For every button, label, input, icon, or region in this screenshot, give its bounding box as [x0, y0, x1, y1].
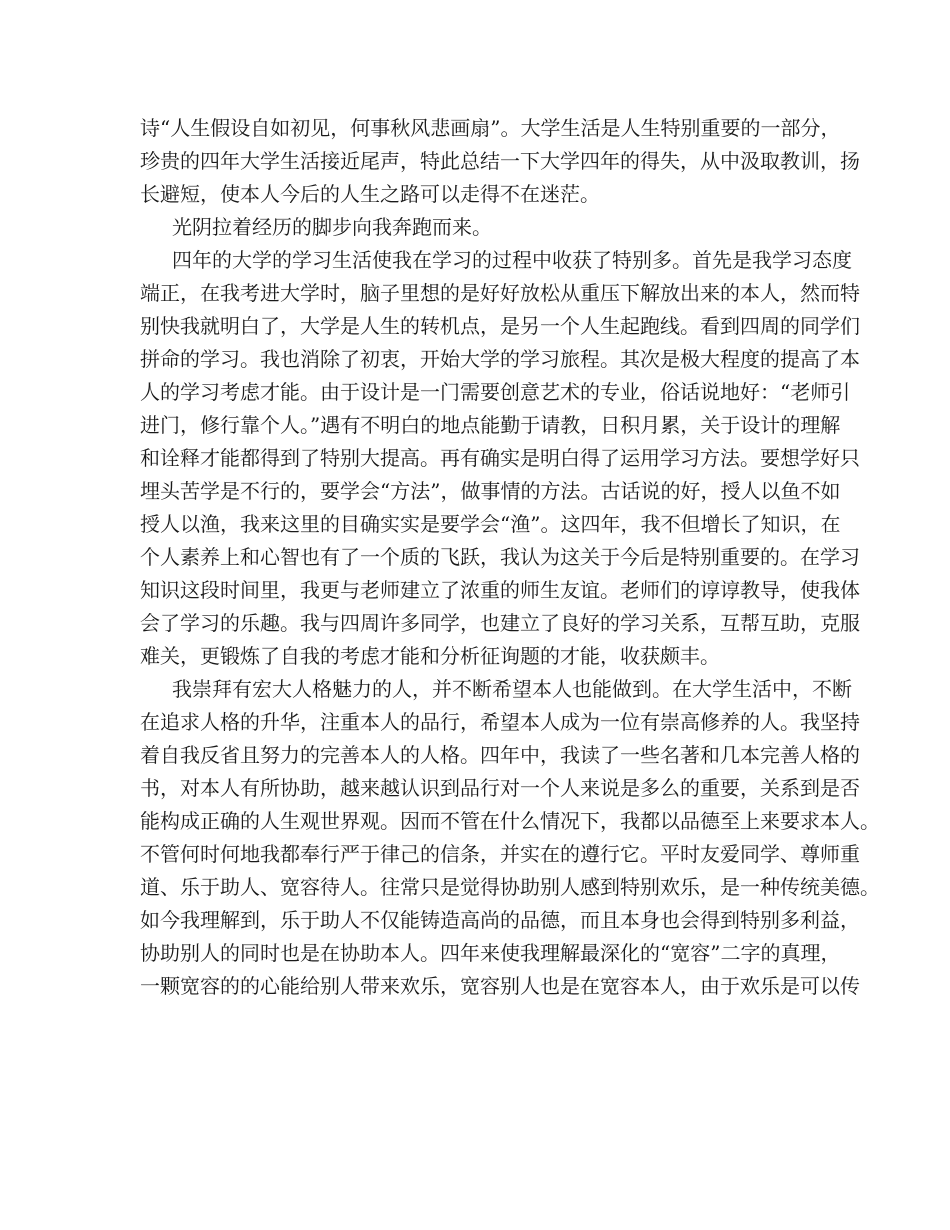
text-line: 别快我就明白了，大学是人生的转机点，是另一个人生起跑线。看到四周的同学们 [140, 314, 860, 338]
text-line: 在追求人格的升华，注重本人的品行，希望本人成为一位有崇高修养的人。我坚持 [140, 710, 860, 734]
text-line: 协助别人的同时也是在协助本人。四年来使我理解最深化的“宽容”二字的真理， [140, 941, 841, 965]
text-line: 着自我反省且努力的完善本人的人格。四年中，我读了一些名著和几本完善人格的 [140, 743, 860, 767]
text-line: 诗“人生假设自如初见，何事秋风悲画扇”。大学生活是人生特别重要的一部分， [140, 116, 841, 140]
text-line: 难关，更锻炼了自我的考虑才能和分析征询题的才能，收获颇丰。 [140, 644, 720, 668]
text-line: 如今我理解到，乐于助人不仅能铸造高尚的品德，而且本身也会得到特别多利益， [140, 908, 860, 932]
text-line: 个人素养上和心智也有了一个质的飞跃，我认为这关于今后是特别重要的。在学习 [140, 545, 860, 569]
text-line: 端正，在我考进大学时，脑子里想的是好好放松从重压下解放出来的本人，然而特 [140, 281, 860, 305]
text-line: 埋头苦学是不行的，要学会“方法”，做事情的方法。古话说的好，授人以鱼不如 [140, 479, 841, 503]
paragraph-start-line: 四年的大学的学习生活使我在学习的过程中收获了特别多。首先是我学习态度 [172, 248, 852, 272]
text-line: 书，对本人有所协助，越来越认识到品行对一个人来说是多么的重要，关系到是否 [140, 776, 860, 800]
text-line: 珍贵的四年大学生活接近尾声，特此总结一下大学四年的得失，从中汲取教训，扬 [140, 149, 860, 173]
text-line: 和诠释才能都得到了特别大提高。再有确实是明白得了运用学习方法。要想学好只 [140, 446, 860, 470]
paragraph-start-line: 光阴拉着经历的脚步向我奔跑而来。 [172, 215, 492, 239]
text-line: 长避短，使本人今后的人生之路可以走得不在迷茫。 [140, 182, 600, 206]
text-line: 一颗宽容的的心能给别人带来欢乐，宽容别人也是在宽容本人，由于欢乐是可以传 [140, 974, 860, 998]
text-line: 会了学习的乐趣。我与四周许多同学，也建立了良好的学习关系，互帮互助，克服 [140, 611, 860, 635]
text-line: 能构成正确的人生观世界观。因而不管在什么情况下，我都以品德至上来要求本人。 [140, 809, 880, 833]
text-line: 人的学习考虑才能。由于设计是一门需要创意艺术的专业，俗话说地好：“老师引 [140, 380, 851, 404]
text-line: 知识这段时间里，我更与老师建立了浓重的师生友谊。老师们的谆谆教导，使我体 [140, 578, 860, 602]
text-line: 进门，修行靠个人。”遇有不明白的地点能勤于请教，日积月累，关于设计的理解 [140, 413, 841, 437]
text-line: 授人以渔，我来这里的目确实实是要学会“渔”。这四年，我不但增长了知识，在 [140, 512, 841, 536]
paragraph-start-line: 我崇拜有宏大人格魅力的人，并不断希望本人也能做到。在大学生活中，不断 [172, 677, 852, 701]
text-line: 不管何时何地我都奉行严于律己的信条，并实在的遵行它。平时友爱同学、尊师重 [140, 842, 860, 866]
body-text [140, 112, 880, 1003]
text-line: 道、乐于助人、宽容待人。往常只是觉得协助别人感到特别欢乐，是一种传统美德。 [140, 875, 880, 899]
text-line: 拼命的学习。我也消除了初衷，开始大学的学习旅程。其次是极大程度的提高了本 [140, 347, 860, 371]
